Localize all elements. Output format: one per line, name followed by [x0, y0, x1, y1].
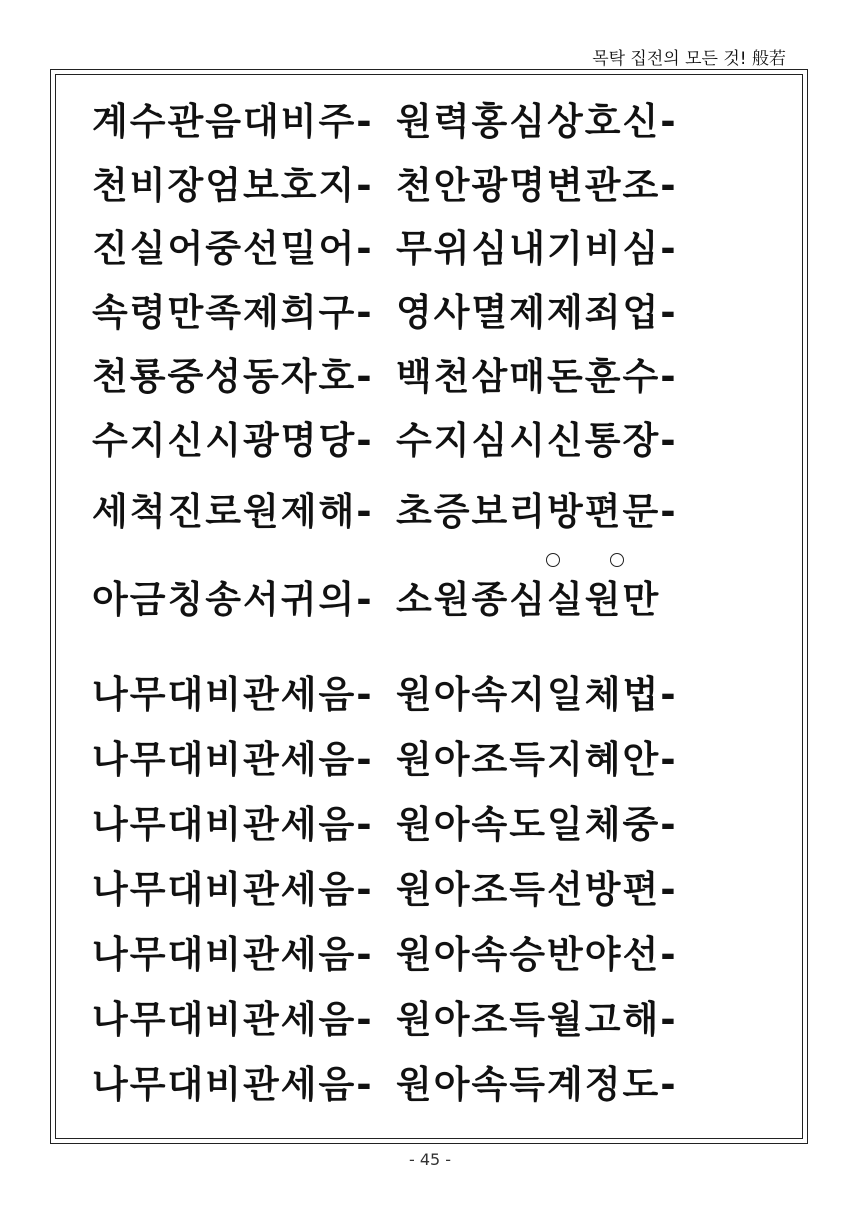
- chant-line-left: 나무대비관세음-: [92, 803, 374, 846]
- chant-line-right: 원력홍심상호신-: [396, 100, 678, 143]
- page-number: - 45 -: [408, 1150, 452, 1169]
- chant-line-right: 무위심내기비심-: [396, 227, 678, 270]
- chant-line-left: 계수관음대비주-: [92, 100, 374, 143]
- chant-line-left: 진실어중선밀어-: [92, 227, 374, 270]
- page-header: 목탁 집전의 모든 것! 般若: [592, 49, 786, 69]
- chant-line-right: 원아속지일체법-: [396, 673, 678, 716]
- chant-line-left: 나무대비관세음-: [92, 673, 374, 716]
- chant-line-right: 원아조득선방편-: [396, 868, 678, 911]
- chant-line-right: 천안광명변관조-: [396, 164, 678, 207]
- chant-line-right: 원아조득지혜안-: [396, 738, 678, 781]
- chant-line-right: 영사멸제제죄업-: [396, 291, 678, 334]
- chant-line-left: 나무대비관세음-: [92, 998, 374, 1041]
- chant-line-left: 나무대비관세음-: [92, 1063, 374, 1106]
- chant-line-left: 천룡중성동자호-: [92, 355, 374, 398]
- circle-mark-icon: [546, 553, 560, 567]
- chant-line-left: 아금칭송서귀의-: [92, 578, 374, 621]
- emphasis-marks: [0, 553, 860, 575]
- chant-line-right: 초증보리방편문-: [396, 490, 678, 533]
- chant-line-left: 세척진로원제해-: [92, 490, 374, 533]
- chant-line-left: 나무대비관세음-: [92, 933, 374, 976]
- chant-line-right: 원아속득계정도-: [396, 1063, 678, 1106]
- chant-line-right: 원아속승반야선-: [396, 933, 678, 976]
- chant-line-left: 나무대비관세음-: [92, 868, 374, 911]
- chant-line-right: 원아조득월고해-: [396, 998, 678, 1041]
- chant-line-right: 원아속도일체중-: [396, 803, 678, 846]
- circle-mark-icon: [610, 553, 624, 567]
- chant-line-right: 수지심시신통장-: [396, 419, 678, 462]
- chant-line-left: 천비장엄보호지-: [92, 164, 374, 207]
- chant-line-right: 소원종심실원만: [396, 578, 661, 621]
- chant-line-right: 백천삼매돈훈수-: [396, 355, 678, 398]
- chant-line-left: 속령만족제희구-: [92, 291, 374, 334]
- chant-line-left: 나무대비관세음-: [92, 738, 374, 781]
- chant-line-left: 수지신시광명당-: [92, 419, 374, 462]
